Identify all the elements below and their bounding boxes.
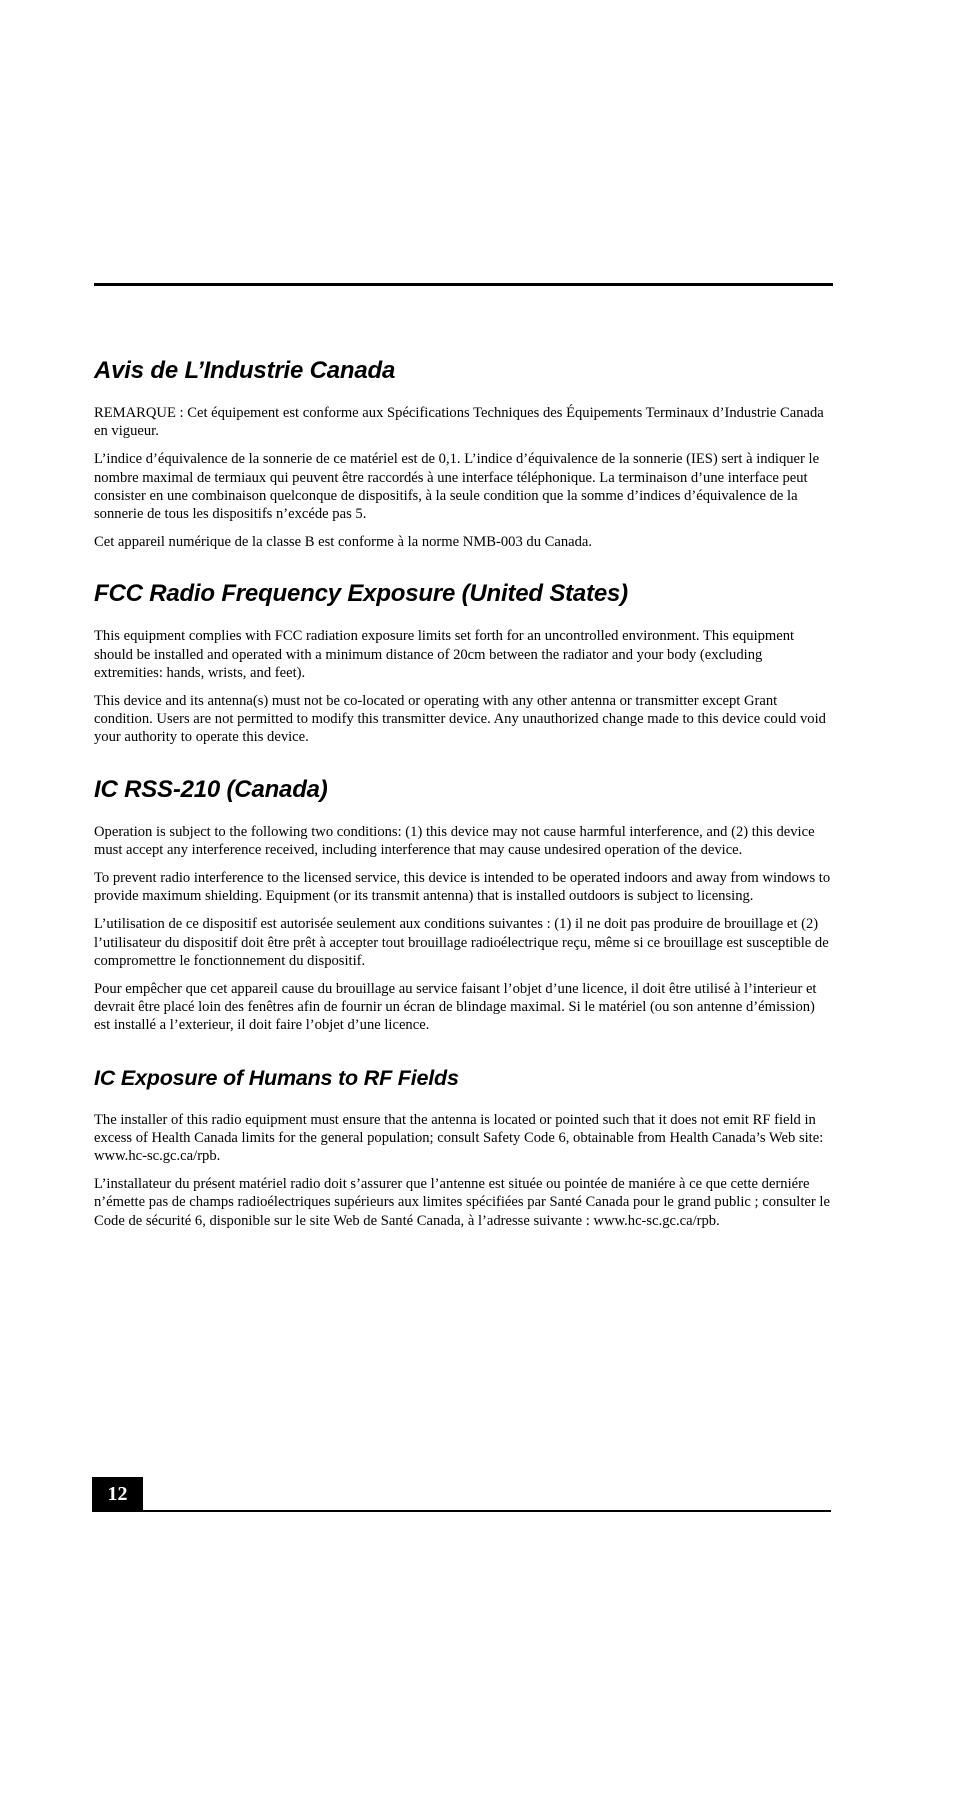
section-industrie-canada — [94, 356, 834, 551]
page-number: 12 — [92, 1477, 143, 1512]
paragraph: L’installateur du présent matériel radio doit s’assurer que l’antenne est située ou pointée de maniére à ce que cette derniére n’émette pas de champs radioélectriques supérieurs aux limites spécifiées par Santé Canada pour le grand public ; consulter le Code de sécurité 6, disponible sur le site Web de Santé Canada, à l’adresse suivante : www.hc-sc.gc.ca/rpb. — [94, 1176, 830, 1229]
section-title: Avis de L’Industrie Canada — [94, 357, 396, 384]
section-fcc-rf-exposure — [94, 579, 834, 746]
header-rule — [94, 283, 833, 286]
section-ic-rss-210 — [94, 775, 834, 1035]
section-title: FCC Radio Frequency Exposure (United States) — [94, 580, 628, 608]
paragraph: This equipment complies with FCC radiation exposure limits set forth for an uncontrolled environment. This equipment should be installed and operated with a minimum distance of 20cm between the radiator and your body (excluding extremities: hands, wrists, and feet). — [94, 628, 795, 681]
paragraph: Cet appareil numérique de la classe B est conforme à la norme NMB-003 du Canada. — [94, 534, 593, 551]
document-body — [94, 356, 834, 1240]
paragraph: Operation is subject to the following two conditions: (1) this device may not cause harmful interference, and (2) this device must accept any interference received, including interference that may cause undesired operation of the device. — [94, 823, 815, 858]
paragraph: The installer of this radio equipment must ensure that the antenna is located or pointed such that it does not emit RF field in excess of Health Canada limits for the general population; consult Safety Code 6, obtainable from Health Canada’s Web site: www.hc-sc.gc.ca/rpb. — [94, 1111, 824, 1165]
paragraph: L’utilisation de ce dispositif est autorisée seulement aux conditions suivantes : (1) il ne doit pas produire de brouillage et (2) l’utilisateur du dispositif doit être prêt à accepter tout brouillage radioélectrique reçu, même si ce brouillage est susceptible de compromettre le fonctionnement du dispositif. — [94, 916, 829, 969]
section-title: IC RSS-210 (Canada) — [94, 775, 328, 803]
paragraph: Pour empêcher que cet appareil cause du brouillage au service faisant l’objet d’une licence, il doit être utilisé à l’interieur et devrait être placé loin des fenêtres afin de fournir un écran de blindage maximal. Si le matériel (ou son antenne d’émission) est installé a l’exterieur, il doit faire l’objet d’une licence. — [94, 981, 817, 1034]
footer-rule — [94, 1510, 831, 1512]
paragraph: This device and its antenna(s) must not be co-located or operating with any other antenna or transmitter except Grant condition. Users are not permitted to modify this transmitter device. Any unauthorized change made to this device could void your authority to operate this device. — [94, 693, 826, 746]
paragraph: REMARQUE : Cet équipement est conforme aux Spécifications Techniques des Équipements Terminaux d’Industrie Canada en vigueur. — [94, 405, 824, 440]
section-ic-exposure — [94, 1063, 834, 1230]
paragraph: To prevent radio interference to the licensed service, this device is intended to be operated indoors and away from windows to provide maximum shielding. Equipment (or its transmit antenna) that is installed outdoors is subject to licensing. — [94, 870, 831, 905]
section-title: IC Exposure of Humans to RF Fields — [94, 1065, 459, 1090]
paragraph: L’indice d’équivalence de la sonnerie de ce matériel est de 0,1. L’indice d’équivalence de la sonnerie (IES) sert à indiquer le nombre maximal de termiaux qui peuvent être raccordés à une interface téléphonique. La terminaison d’une interface peut consister en une combinaison quelconque de dispositifs, à la seule condition que la somme d’indices d’équivalence de la sonnerie de tous les dispositifs n’excéde pas 5. — [94, 451, 820, 523]
